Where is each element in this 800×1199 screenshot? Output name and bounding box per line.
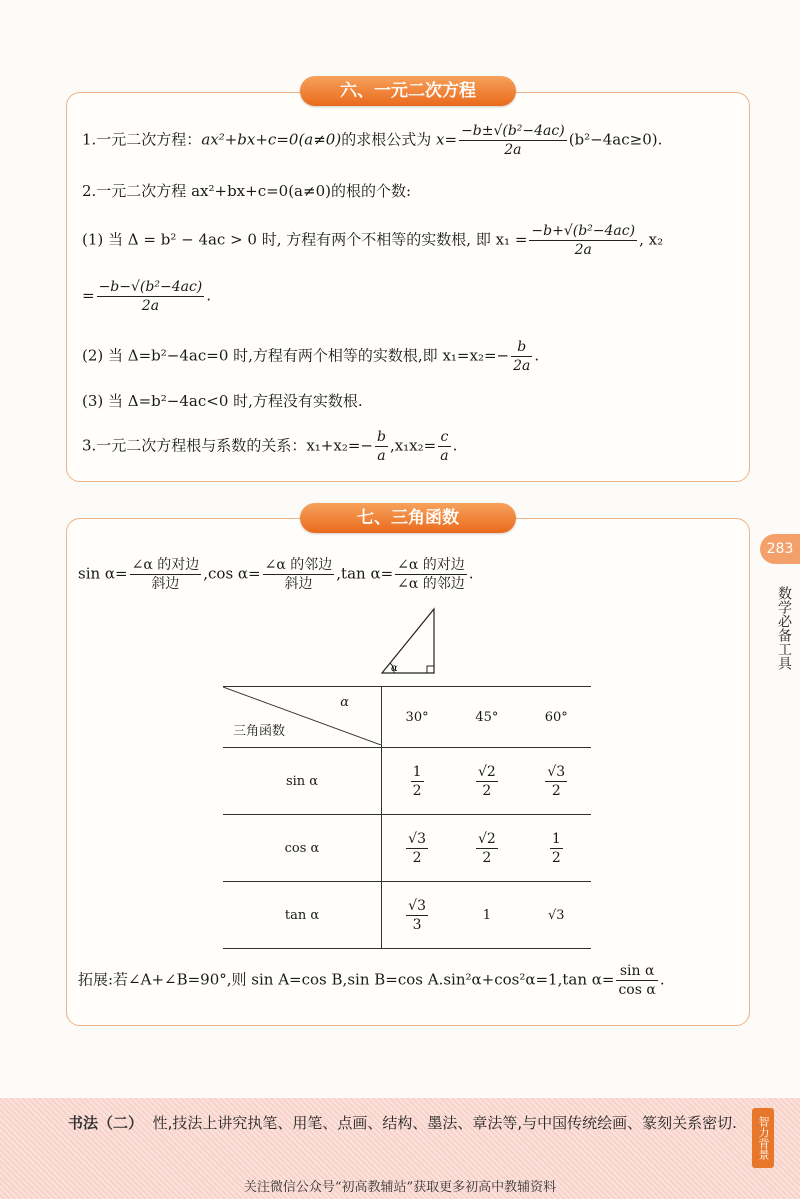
header-function: 三角函数 xyxy=(233,724,286,739)
double-root-numerator: b xyxy=(511,338,532,357)
right-triangle-figure xyxy=(378,606,438,676)
sin-fraction xyxy=(130,556,202,593)
double-root-fraction xyxy=(511,338,532,375)
root-formula-label: 的求根公式为 xyxy=(341,130,432,149)
double-root-period: . xyxy=(534,346,540,365)
cos-denominator: 斜边 xyxy=(284,576,313,592)
book-title-vertical: 数学必备工具 xyxy=(776,586,792,670)
cell-denominator: 2 xyxy=(412,849,422,866)
vieta-sum-text: 3.一元二次方程根与系数的关系：x₁+x₂=− xyxy=(82,436,373,455)
row-name: tan α xyxy=(223,882,382,949)
cos-label: ,cos α= xyxy=(203,564,261,583)
case-zero-text: (2) 当 Δ=b²−4ac=0 时,方程有两个相等的实数根,即 x₁=x₂=− xyxy=(82,346,510,365)
discriminant-condition: (b²−4ac≥0). xyxy=(568,130,663,149)
vieta-product-denominator: a xyxy=(440,448,449,464)
table-corner-cell xyxy=(223,687,382,748)
cell-numerator: 1 xyxy=(412,763,422,780)
x2-period: . xyxy=(206,286,212,305)
cell-numerator: √3 xyxy=(408,897,426,914)
case-positive-line xyxy=(82,222,663,259)
table-row xyxy=(223,748,591,815)
tan-numerator: ∠α 的对边 xyxy=(397,557,465,573)
row-name: sin α xyxy=(223,748,382,815)
x1-denominator: 2a xyxy=(574,242,592,258)
case-negative-line: (3) 当 Δ=b²−4ac<0 时,方程没有实数根. xyxy=(82,392,363,410)
root-count-heading: 2.一元二次方程 ax²+bx+c=0(a≠0)的根的个数: xyxy=(82,182,412,200)
cell-numerator: √3 xyxy=(547,763,566,780)
double-root-denominator: 2a xyxy=(513,358,531,374)
tan-denominator: ∠α 的邻边 xyxy=(397,576,465,592)
vieta-sum-fraction xyxy=(375,428,388,465)
x2-formula-line xyxy=(82,278,211,315)
vieta-product-numerator: c xyxy=(438,428,450,447)
section-quadratic-title: 六、一元二次方程 xyxy=(300,76,516,106)
trig-extension-line xyxy=(78,962,665,999)
vieta-period: . xyxy=(452,436,458,455)
sin-numerator: ∠α 的对边 xyxy=(131,557,200,573)
cell-numerator: 1 xyxy=(551,830,561,847)
cell-numerator: √2 xyxy=(477,830,496,847)
cell-denominator: 2 xyxy=(551,849,561,866)
cell-denominator: 3 xyxy=(412,916,422,933)
cell-denominator: 2 xyxy=(551,782,561,799)
cell-numerator: √3 xyxy=(408,830,426,847)
case-positive-text: (1) 当 Δ = b² − 4ac > 0 时, 方程有两个不相等的实数根, 即 x₁ = xyxy=(82,230,528,249)
bottom-note: 关注微信公众号“初高教辅站”获取更多初高中教辅资料 xyxy=(243,1180,557,1195)
cell-numerator: √2 xyxy=(477,763,496,780)
table-cell xyxy=(382,882,453,949)
x2-equals: = xyxy=(82,286,95,305)
vieta-sum-numerator: b xyxy=(376,429,386,445)
header-alpha: α xyxy=(340,695,349,710)
tan-identity-fraction xyxy=(616,962,657,999)
x2-numerator: −b−√(b²−4ac) xyxy=(98,279,203,295)
sin-label: sin α= xyxy=(78,564,128,583)
table-cell xyxy=(522,815,591,882)
table-cell: √3 xyxy=(522,882,591,949)
table-cell xyxy=(382,748,453,815)
table-cell xyxy=(382,815,453,882)
vieta-product-fraction xyxy=(438,428,450,465)
root-formula-denominator: 2a xyxy=(504,142,522,158)
footer-body: 性,技法上讲究执笔、用笔、点画、结构、墨法、章法等,与中国传统绘画、篆刻关系密切. xyxy=(152,1114,737,1132)
header-30: 30° xyxy=(382,687,453,748)
tan-fraction xyxy=(395,556,467,593)
row-name: cos α xyxy=(223,815,382,882)
table-cell xyxy=(452,748,521,815)
page-number: 283 xyxy=(760,534,800,564)
cell-denominator: 2 xyxy=(412,782,422,799)
vieta-product-text: ,x₁x₂= xyxy=(389,436,437,455)
root-formula-intro: 1.一元二次方程： xyxy=(82,130,202,149)
cell-denominator: 2 xyxy=(482,849,492,866)
trig-def-period: . xyxy=(468,564,474,583)
table-cell: 1 xyxy=(452,882,521,949)
x-equals: x= xyxy=(436,130,458,149)
x2-denominator: 2a xyxy=(141,298,160,314)
footer-text xyxy=(68,1110,758,1136)
cell-denominator: 2 xyxy=(482,782,492,799)
footer-label: 书法（二） xyxy=(68,1114,144,1132)
quadratic-equation: ax²+bx+c=0(a≠0) xyxy=(201,130,342,149)
root-formula-numerator: −b±√(b²−4ac) xyxy=(461,123,565,139)
trig-value-table xyxy=(223,686,591,949)
x1-fraction xyxy=(529,222,637,259)
vieta-line xyxy=(82,428,457,465)
case-zero-line xyxy=(82,338,539,375)
table-cell xyxy=(522,748,591,815)
footer-side-tab: 智力背景 xyxy=(752,1108,774,1168)
tan-identity-numerator: sin α xyxy=(616,962,657,981)
trig-definitions-line xyxy=(78,556,474,593)
tan-identity-denominator: cos α xyxy=(618,982,656,998)
table-cell xyxy=(452,815,521,882)
triangle-alpha-label: α xyxy=(391,663,398,674)
section-trig-title: 七、三角函数 xyxy=(300,503,516,533)
table-row xyxy=(223,882,591,949)
table-header-row xyxy=(223,687,591,748)
header-60: 60° xyxy=(522,687,591,748)
cos-fraction xyxy=(263,556,335,593)
tan-label: ,tan α= xyxy=(336,564,394,583)
sin-denominator: 斜边 xyxy=(151,576,180,592)
x1-numerator: −b+√(b²−4ac) xyxy=(531,223,636,239)
vieta-sum-denominator: a xyxy=(377,448,386,464)
root-formula-fraction xyxy=(459,122,567,159)
x2-label: , x₂ xyxy=(639,230,664,249)
root-formula-line xyxy=(82,122,662,159)
header-45: 45° xyxy=(452,687,521,748)
extension-text: 拓展:若∠A+∠B=90°,则 sin A=cos B,sin B=cos A.sin²α+cos²α=1,tan α= xyxy=(78,970,615,989)
cos-numerator: ∠α 的邻边 xyxy=(264,557,333,573)
table-row xyxy=(223,815,591,882)
extension-period: . xyxy=(659,970,665,989)
x2-fraction xyxy=(97,278,205,315)
